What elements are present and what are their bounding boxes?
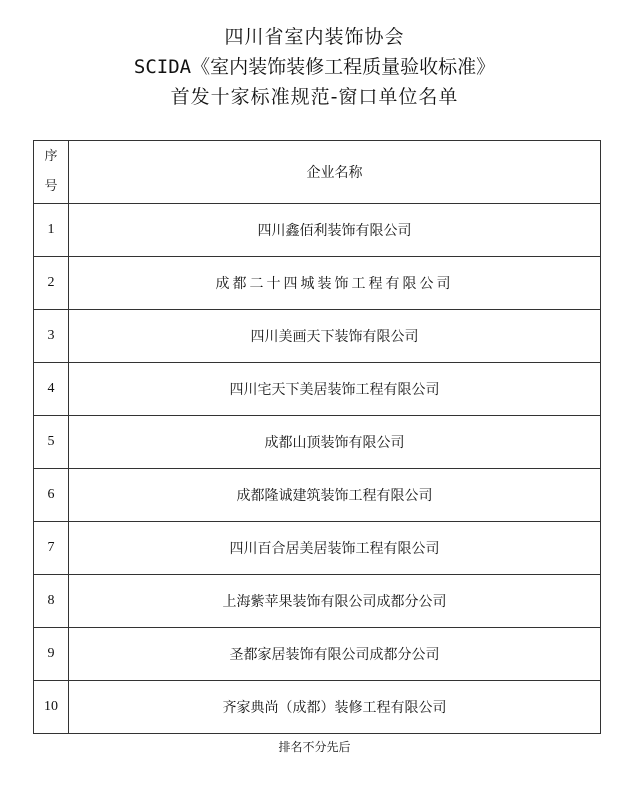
title-line-3: 首发十家标准规范-窗口单位名单: [170, 86, 459, 108]
ranking-footnote: 排名不分先后: [278, 740, 351, 754]
row-number: 9: [34, 628, 69, 681]
row-number: 6: [34, 469, 69, 522]
table-row: [34, 416, 601, 469]
table-row: [34, 522, 601, 575]
table-row: [34, 628, 601, 681]
company-list-table: [33, 140, 601, 734]
row-number: 3: [34, 310, 69, 363]
row-company-name: 成都山顶装饰有限公司: [69, 416, 601, 469]
row-company-name: 成都二十四城装饰工程有限公司: [69, 257, 601, 310]
table-row: [34, 204, 601, 257]
table-row: [34, 469, 601, 522]
table-row: [34, 257, 601, 310]
table-row: [34, 363, 601, 416]
table-row: [34, 681, 601, 734]
table-row: [34, 310, 601, 363]
row-company-name: 齐家典尚（成都）装修工程有限公司: [69, 681, 601, 734]
document-title: [0, 22, 629, 112]
row-company-name: 圣都家居装饰有限公司成都分公司: [69, 628, 601, 681]
row-number: 7: [34, 522, 69, 575]
row-company-name: 四川百合居美居装饰工程有限公司: [69, 522, 601, 575]
row-number: 10: [34, 681, 69, 734]
header-company-name: 企业名称: [69, 141, 601, 204]
header-serial-char-2: 号: [44, 179, 58, 194]
row-number: 4: [34, 363, 69, 416]
row-company-name: 四川鑫佰利装饰有限公司: [69, 204, 601, 257]
row-company-name: 四川美画天下装饰有限公司: [69, 310, 601, 363]
table-header-row: [34, 141, 601, 204]
row-number: 2: [34, 257, 69, 310]
title-line-2: SCIDA《室内装饰装修工程质量验收标准》: [133, 56, 496, 78]
title-line-1: 四川省室内装饰协会: [224, 26, 405, 48]
row-number: 1: [34, 204, 69, 257]
header-serial-char-1: 序: [44, 149, 58, 164]
row-number: 5: [34, 416, 69, 469]
row-number: 8: [34, 575, 69, 628]
row-company-name: 成都隆诚建筑装饰工程有限公司: [69, 469, 601, 522]
row-company-name: 上海紫苹果装饰有限公司成都分公司: [69, 575, 601, 628]
row-company-name: 四川宅天下美居装饰工程有限公司: [69, 363, 601, 416]
header-serial-number: [34, 141, 69, 204]
table-row: [34, 575, 601, 628]
